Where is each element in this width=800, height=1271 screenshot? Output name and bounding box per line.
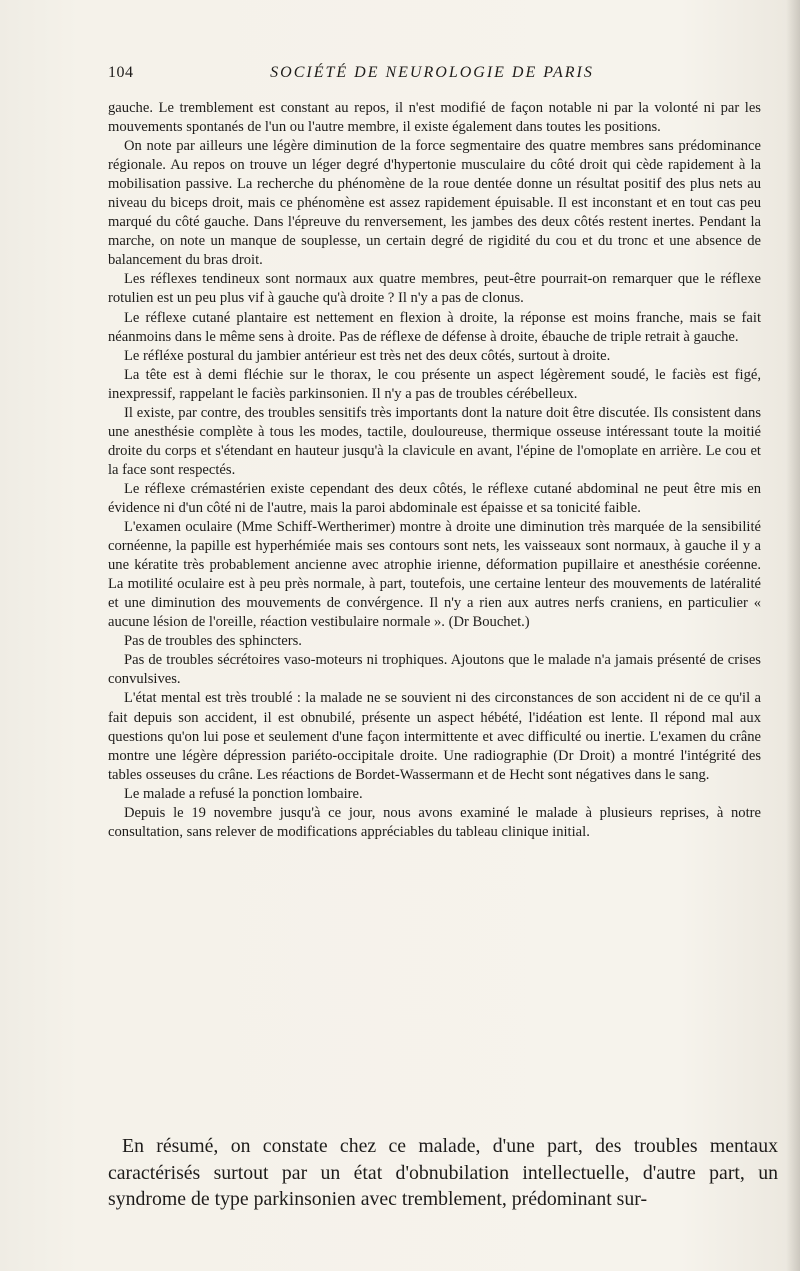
- paragraph: Le réflexe crémastérien existe cependant des deux côtés, le réflexe cutané abdominal ne peut être mis en évidence ni d'un côté ni de l'autre, mais la paroi abdominale est épaisse et sa tonicité faible.: [108, 480, 761, 516]
- running-title: SOCIÉTÉ DE NEUROLOGIE DE PARIS: [270, 64, 594, 81]
- summary-paragraph: En résumé, on constate chez ce malade, d'une part, des troubles mentaux caractérisés surtout par un état d'obnubilation intellectuelle, d'autre part, un syndrome de type parkinsonien avec tremblement, prédominant sur-: [108, 1135, 778, 1210]
- paragraph: gauche. Le tremblement est constant au repos, il n'est modifié de façon notable ni par la volonté ni par les mouvements spontanés de l'un ou l'autre membre, il existe également dans toutes les positions.: [108, 100, 761, 136]
- paragraph: Le réflexe cutané plantaire est nettement en flexion à droite, la réponse est moins franche, mais se fait néanmoins dans le même sens à droite. Pas de réflexe de défense à droite, ébauche de triple retrait à gauche.: [108, 309, 761, 345]
- paragraph: L'examen oculaire (Mme Schiff-Wertherimer) montre à droite une diminution très marquée de la sensibilité cornéenne, la papille est hyperhémiée mais ses contours sont nets, les vaisseaux sont normaux, à gauche il y a une kératite très probablement ancienne avec atrophie irienne, déformation pupillaire et anesthésie coréenne. La motilité oculaire est à peu près normale, à part, toutefois, une certaine lenteur des mouvements de latéralité et une diminution des mouvements de convérgence. Il n'y a rien aux autres nerfs craniens, en particulier « aucune lésion de l'oreille, réaction vestibulaire normale ». (Dr Bouchet.): [108, 519, 761, 631]
- summary-section: [108, 1133, 778, 1213]
- page-number: 104: [108, 64, 134, 81]
- paragraph: La tête est à demi fléchie sur le thorax, le cou présente un aspect légèrement soudé, le faciès est figé, inexpressif, rappelant le faciès parkinsonien. Il n'y a pas de troubles cérébelleux.: [108, 366, 761, 402]
- paragraph: Le malade a refusé la ponction lombaire.: [124, 785, 363, 802]
- paragraph: Pas de troubles des sphincters.: [124, 633, 302, 650]
- paragraph: Pas de troubles sécrétoires vaso-moteurs ni trophiques. Ajoutons que le malade n'a jamais présenté de crises convulsives.: [108, 652, 761, 688]
- body-text: [108, 99, 761, 842]
- paragraph: Le réfléxe postural du jambier antérieur est très net des deux côtés, surtout à droite.: [124, 347, 611, 364]
- paragraph: Il existe, par contre, des troubles sensitifs très importants dont la nature doit être discutée. Ils consistent dans une anesthésie complète à tous les modes, tactile, douloureuse, thermique osseuse intéressant toute la moitié droite du corps et s'étendant en hauteur jusqu'à la clavicule en avant, l'épine de l'omoplate en arrière. Le cou et la face sont respectés.: [108, 404, 761, 478]
- paragraph: L'état mental est très troublé : la malade ne se souvient ni des circonstances de son accident ni de ce qu'il a fait depuis son accident, il est obnubilé, présente un aspect hébété, l'idéation est lente. Il répond mal aux questions qu'on lui pose et seulement d'une façon intermittente et avec difficulté ou inertie. L'examen du crâne montre une légère dépression pariéto-occipitale droite. Une radiographie (Dr Droit) a montré l'intégrité des tables osseuses du crâne. Les réactions de Bordet-Wassermann et de Hecht sont négatives dans le sang.: [108, 690, 761, 783]
- page-edge-shadow: [786, 0, 800, 1271]
- paragraph: On note par ailleurs une légère diminution de la force segmentaire des quatre membres sans prédominance régionale. Au repos on trouve un léger degré d'hypertonie musculaire du côté droit qui cède rapidement à la mobilisation passive. La recherche du phénomène de la roue dentée donne un résultat positif des plus nets au niveau du biceps droit, mais ce phénomène est assez rapidement épuisable. Il est inconstant et en tout cas peu marqué du côté gauche. Dans l'épreuve du renversement, les jambes des deux côtés restent inertes. Pendant la marche, on note un manque de souplesse, un certain degré de rigidité du cou et du tronc et une absence de balancement du bras droit.: [108, 138, 761, 269]
- paragraph: Depuis le 19 novembre jusqu'à ce jour, nous avons examiné le malade à plusieurs reprises, à notre consultation, sans relever de modifications appréciables du tableau clinique initial.: [108, 804, 761, 840]
- page-header: [108, 64, 756, 86]
- paragraph: Les réflexes tendineux sont normaux aux quatre membres, peut-être pourrait-on remarquer que le réflexe rotulien est un peu plus vif à gauche qu'à droite ? Il n'y a pas de clonus.: [108, 271, 761, 307]
